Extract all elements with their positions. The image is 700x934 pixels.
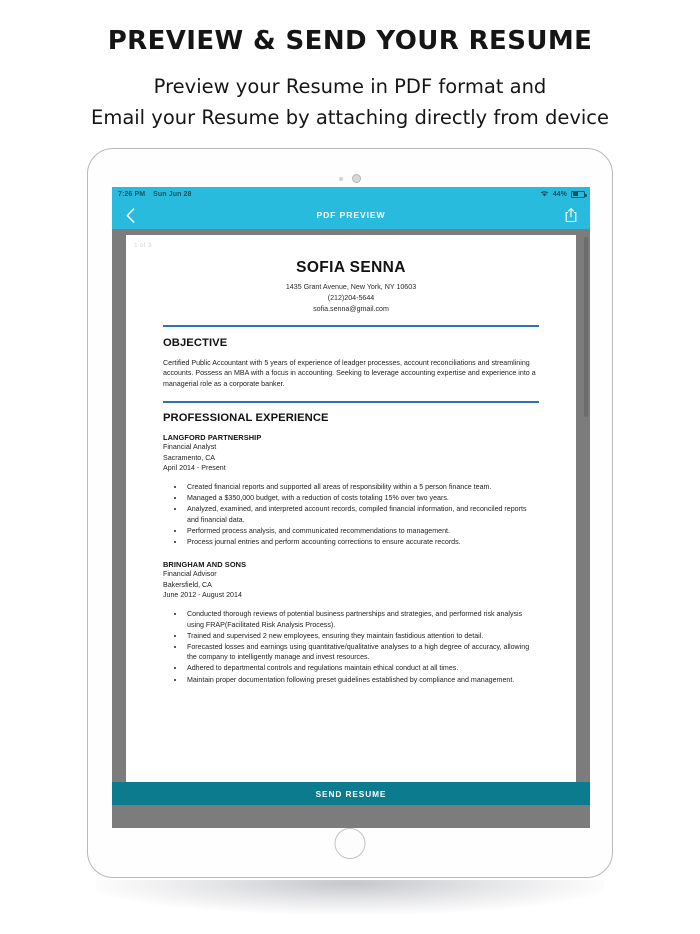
job-dates: April 2014 - Present	[163, 464, 226, 473]
device-shadow	[96, 880, 604, 914]
navigation-bar	[112, 201, 590, 229]
send-resume-label: SEND RESUME	[315, 788, 387, 799]
battery-icon	[571, 191, 585, 198]
status-bar-right	[540, 190, 585, 198]
nav-title: PDF PREVIEW	[316, 210, 386, 220]
promo-header	[0, 22, 700, 133]
battery-fill	[573, 192, 578, 196]
job-location: Sacramento, CA	[163, 453, 216, 462]
status-bar	[112, 187, 590, 201]
status-bar-left	[118, 191, 192, 198]
page-title: PREVIEW & SEND YOUR RESUME	[107, 26, 593, 56]
job-location: Bakersfield, CA	[163, 580, 212, 589]
section-divider-middle	[163, 401, 539, 403]
resume-email: sofia.senna@gmail.com	[313, 305, 389, 314]
job-bullet: • Managed a $350,000 budget, with a reduction of costs totaling 15% over two years.	[185, 493, 539, 504]
resume-phone: (212)204-5644	[327, 294, 375, 303]
job-bullet: • Conducted thorough reviews of potential business partnerships and strategies, and performed risk analysis using FRAP(Facilitated Risk Analysis Process).	[185, 609, 539, 630]
experience-entry	[163, 560, 539, 685]
experience-heading: PROFESSIONAL EXPERIENCE	[163, 412, 329, 425]
share-upload-icon	[565, 208, 577, 223]
front-sensor-group	[339, 174, 361, 183]
section-divider-top	[163, 325, 539, 327]
job-bullet-list	[185, 482, 539, 548]
back-button[interactable]	[122, 207, 138, 223]
pdf-page	[126, 235, 576, 805]
ambient-sensor-icon	[339, 177, 343, 181]
job-bullet: • Maintain proper documentation following preset guidelines established by compliance and management.	[185, 675, 539, 686]
resume-address: 1435 Grant Avenue, New York, NY 10603	[285, 283, 417, 291]
promo-subtitle-line-2: Email your Resume by attaching directly from device	[91, 106, 609, 129]
objective-heading: OBJECTIVE	[163, 336, 228, 349]
job-bullet: • Trained and supervised 2 new employees, ensuring they maintain fastidious attention to detail.	[185, 631, 539, 642]
wifi-icon	[540, 190, 549, 198]
pdf-viewer[interactable]	[112, 229, 590, 805]
job-company: BRINGHAM AND SONS	[163, 560, 247, 570]
job-role: Financial Advisor	[163, 570, 217, 579]
job-dates: June 2012 - August 2014	[163, 591, 242, 600]
tablet-device-frame	[87, 148, 613, 878]
job-bullet: • Process journal entries and perform accounting corrections to ensure accurate records.	[185, 537, 539, 548]
chevron-left-icon	[126, 208, 135, 223]
promo-subtitle-line-1: Preview your Resume in PDF format and	[153, 75, 547, 98]
vertical-scrollbar[interactable]	[584, 237, 588, 803]
job-bullet: • Forecasted losses and earnings using quantitative/qualitative analyses to a high degree of accuracy, allowing the company to intelligently manage and invest resources.	[185, 642, 539, 663]
page-indicator: 1 of 3	[134, 242, 152, 249]
status-date: Sun Jun 28	[153, 190, 192, 198]
status-time: 7:26 PM	[118, 190, 146, 198]
job-bullet: • Adhered to departmental controls and regulations maintain ethical conduct at all times.	[185, 663, 539, 674]
resume-name: SOFIA SENNA	[296, 259, 406, 276]
send-resume-button[interactable]	[112, 782, 590, 805]
front-camera-icon	[352, 174, 361, 183]
objective-text: Certified Public Accountant with 5 years of experience of leadger processes, account reconciliations and streamlining accounts. Possess an MBA with a focus in accounting. Seeking to leverage accounting expertise and experience into a managerial role as a corporate banker.	[163, 358, 536, 388]
share-button[interactable]	[563, 207, 579, 224]
battery-percent-label: 44%	[552, 190, 567, 198]
experience-entry	[163, 433, 539, 547]
job-role: Financial Analyst	[163, 443, 217, 452]
job-bullet: • Created financial reports and supported all areas of responsibility within a 5 person finance team.	[185, 482, 539, 493]
job-company: LANGFORD PARTNERSHIP	[163, 433, 262, 443]
scrollbar-thumb[interactable]	[584, 237, 588, 417]
job-bullet: • Analyzed, examined, and interpreted account records, compiled financial information, and reconciled reports and financial data.	[185, 504, 539, 525]
job-bullet: • Performed process analysis, and communicated recommendations to management.	[185, 526, 539, 537]
resume-contact-block	[163, 282, 539, 316]
job-bullet-list	[185, 609, 539, 685]
device-screen	[112, 187, 590, 828]
home-button[interactable]	[335, 828, 366, 859]
